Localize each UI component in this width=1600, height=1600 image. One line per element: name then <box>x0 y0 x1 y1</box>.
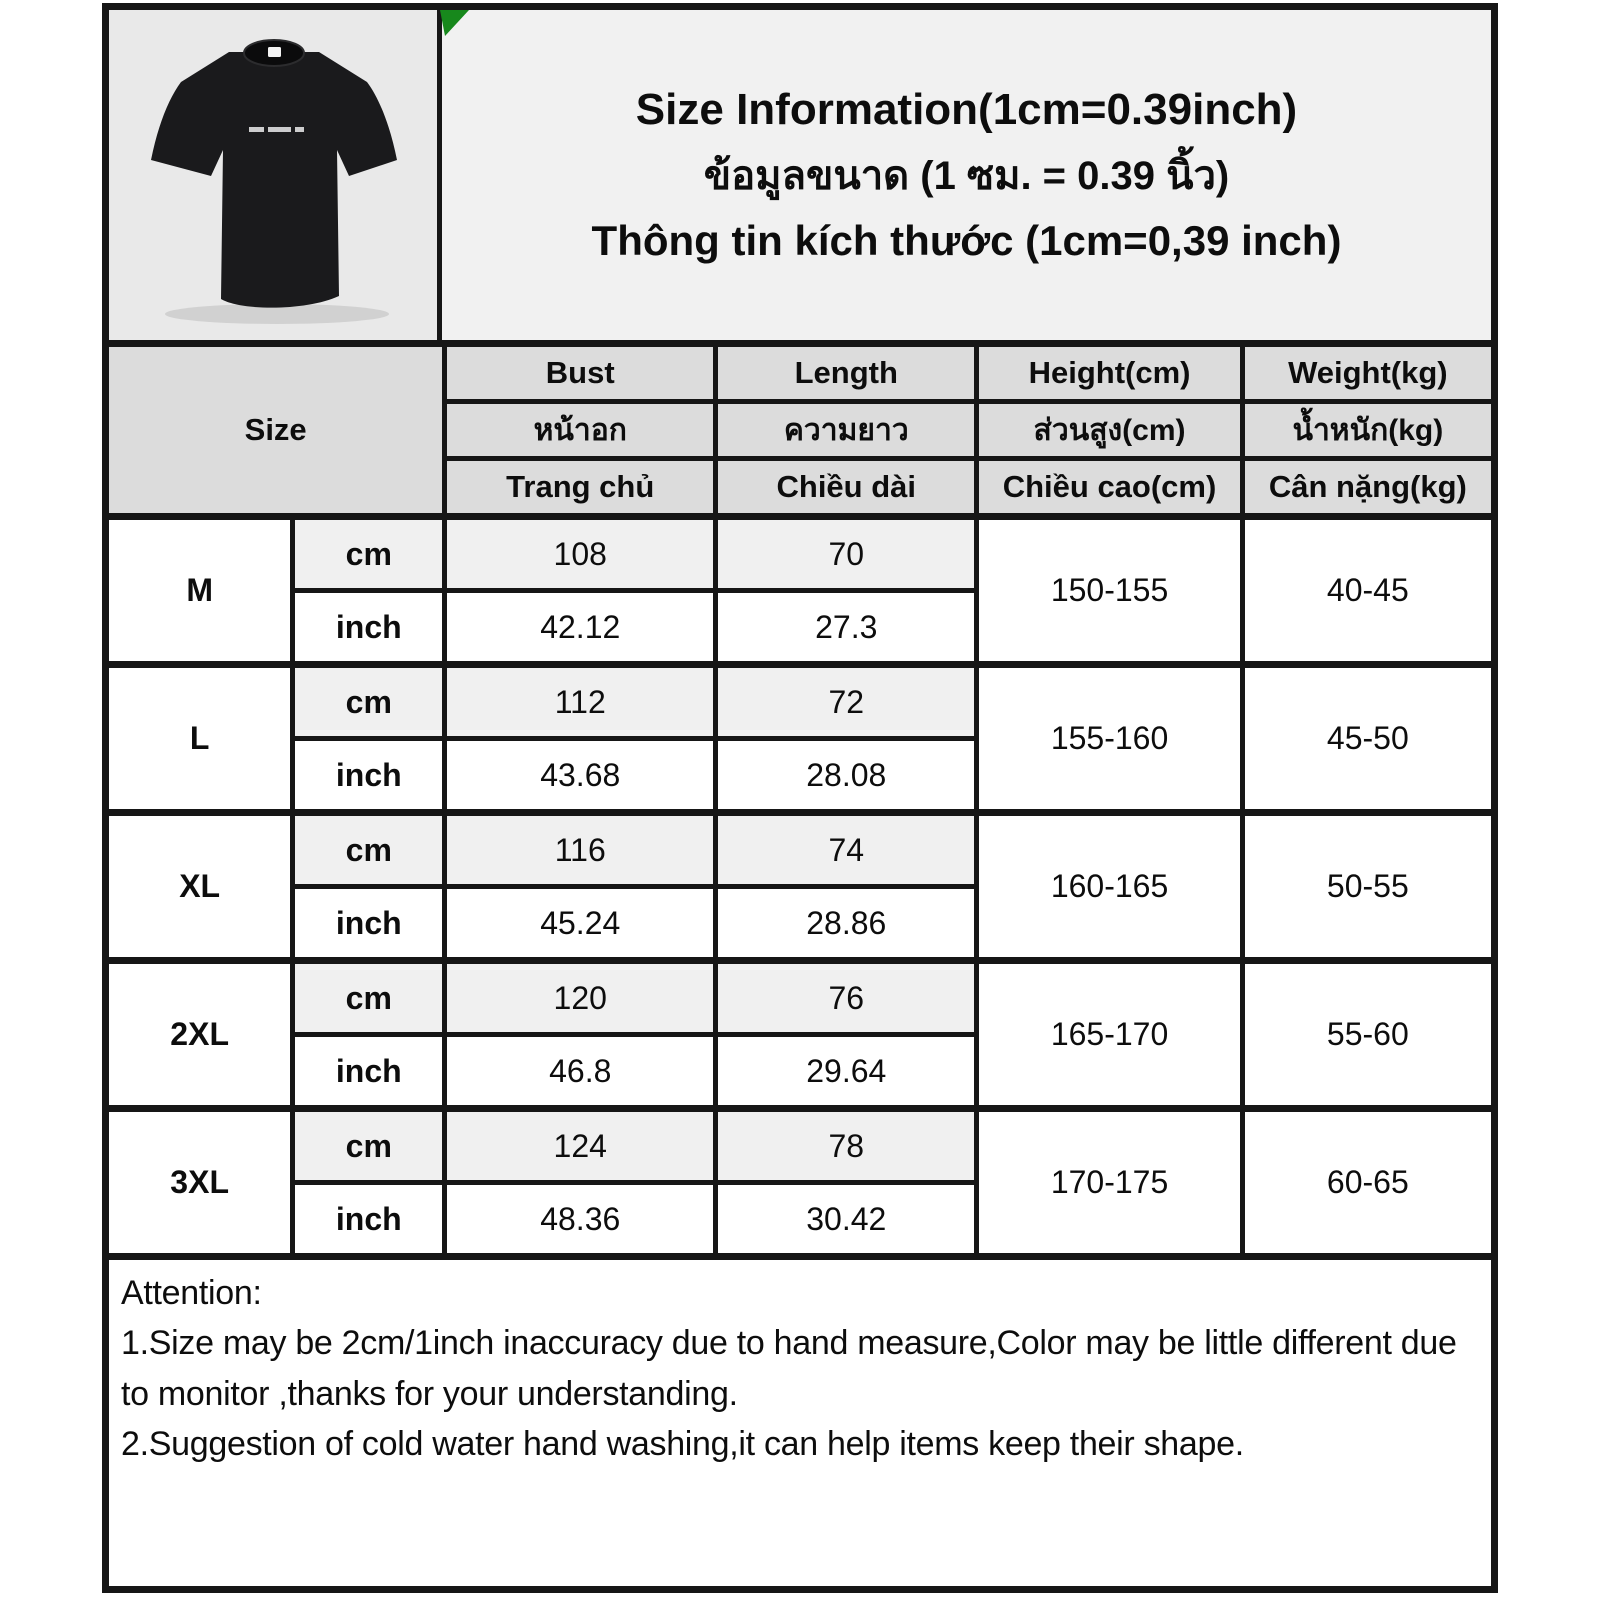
height-header-en: Height(cm) <box>977 344 1242 402</box>
unit-cm: cm <box>293 517 445 591</box>
2xl-height-range: 165-170 <box>977 961 1242 1109</box>
3xl-bust-inch: 48.36 <box>445 1183 716 1257</box>
height-header-th: ส่วนสูง(cm) <box>977 402 1242 459</box>
attention-section <box>109 1260 1491 1586</box>
title-vietnamese: Thông tin kích thước (1cm=0,39 inch) <box>591 217 1342 265</box>
weight-header-vi: Cân nặng(kg) <box>1242 459 1491 517</box>
l-bust-inch: 43.68 <box>445 739 716 813</box>
attention-note-1: 1.Size may be 2cm/1inch inaccuracy due to hand measure,Color may be little different due to monitor ,thanks for your understanding. <box>121 1324 1457 1413</box>
tshirt-neck-tag <box>268 47 281 57</box>
weight-header-en: Weight(kg) <box>1242 344 1491 402</box>
unit-cm: cm <box>293 813 445 887</box>
size-table <box>109 340 1491 1260</box>
2xl-length-cm: 76 <box>716 961 977 1035</box>
size-label-l: L <box>109 665 293 813</box>
product-photo <box>109 10 442 340</box>
l-length-cm: 72 <box>716 665 977 739</box>
size-chart-panel <box>102 3 1498 1593</box>
tshirt-body <box>151 52 397 308</box>
unit-inch: inch <box>293 887 445 961</box>
3xl-length-cm: 78 <box>716 1109 977 1183</box>
3xl-weight-range: 60-65 <box>1242 1109 1491 1257</box>
l-bust-cm: 112 <box>445 665 716 739</box>
size-label-3xl: 3XL <box>109 1109 293 1257</box>
m-bust-inch: 42.12 <box>445 591 716 665</box>
xl-bust-cm: 116 <box>445 813 716 887</box>
attention-note-2: 2.Suggestion of cold water hand washing,it can help items keep their shape. <box>121 1424 1244 1463</box>
2xl-bust-cm: 120 <box>445 961 716 1035</box>
tshirt-chest-print <box>249 127 304 132</box>
2xl-weight-range: 55-60 <box>1242 961 1491 1109</box>
title-thai: ข้อมูลขนาด (1 ซม. = 0.39 นิ้ว) <box>703 154 1230 199</box>
attention-heading: Attention: <box>121 1274 262 1312</box>
bust-header-vi: Trang chủ <box>445 459 716 517</box>
2xl-length-inch: 29.64 <box>716 1035 977 1109</box>
size-label-xl: XL <box>109 813 293 961</box>
xl-length-inch: 28.86 <box>716 887 977 961</box>
m-bust-cm: 108 <box>445 517 716 591</box>
unit-cm: cm <box>293 961 445 1035</box>
length-header-en: Length <box>716 344 977 402</box>
title-panel <box>442 10 1491 340</box>
unit-cm: cm <box>293 1109 445 1183</box>
unit-inch: inch <box>293 1183 445 1257</box>
m-height-range: 150-155 <box>977 517 1242 665</box>
length-header-vi: Chiều dài <box>716 459 977 517</box>
m-length-cm: 70 <box>716 517 977 591</box>
top-section <box>109 10 1491 340</box>
3xl-bust-cm: 124 <box>445 1109 716 1183</box>
length-header-th: ความยาว <box>716 402 977 459</box>
height-header-vi: Chiều cao(cm) <box>977 459 1242 517</box>
unit-inch: inch <box>293 591 445 665</box>
3xl-height-range: 170-175 <box>977 1109 1242 1257</box>
2xl-bust-inch: 46.8 <box>445 1035 716 1109</box>
green-ribbon-icon <box>440 10 469 36</box>
xl-weight-range: 50-55 <box>1242 813 1491 961</box>
xl-height-range: 160-165 <box>977 813 1242 961</box>
black-tshirt-image <box>109 10 437 340</box>
size-label-2xl: 2XL <box>109 961 293 1109</box>
m-length-inch: 27.3 <box>716 591 977 665</box>
xl-length-cm: 74 <box>716 813 977 887</box>
size-column-header: Size <box>109 344 445 517</box>
m-weight-range: 40-45 <box>1242 517 1491 665</box>
xl-bust-inch: 45.24 <box>445 887 716 961</box>
unit-inch: inch <box>293 739 445 813</box>
unit-cm: cm <box>293 665 445 739</box>
l-length-inch: 28.08 <box>716 739 977 813</box>
weight-header-th: น้ำหนัก(kg) <box>1242 402 1491 459</box>
bust-header-th: หน้าอก <box>445 402 716 459</box>
title-english: Size Information(1cm=0.39inch) <box>635 84 1298 134</box>
l-weight-range: 45-50 <box>1242 665 1491 813</box>
l-height-range: 155-160 <box>977 665 1242 813</box>
bust-header-en: Bust <box>445 344 716 402</box>
unit-inch: inch <box>293 1035 445 1109</box>
3xl-length-inch: 30.42 <box>716 1183 977 1257</box>
size-label-m: M <box>109 517 293 665</box>
